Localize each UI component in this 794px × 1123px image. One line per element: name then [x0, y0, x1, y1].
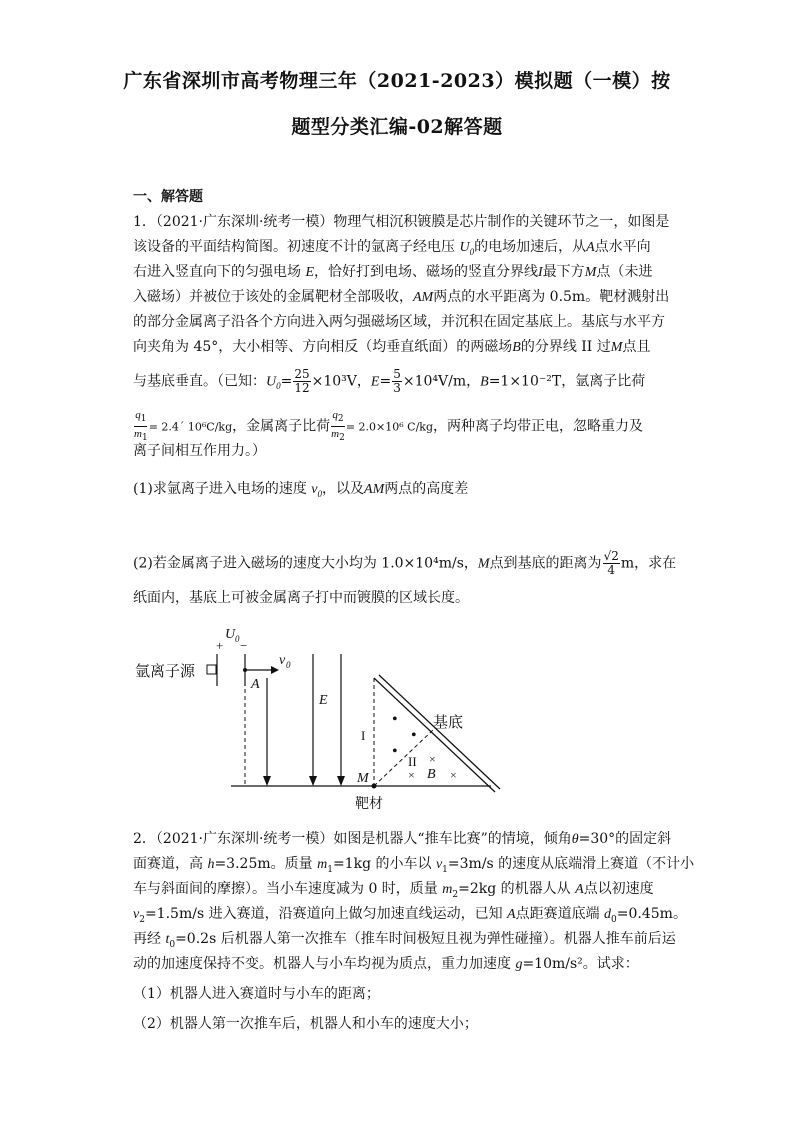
label-b: B	[427, 767, 436, 782]
fraction-q1-m1: $\frac{q_1}{m_1}$	[134, 409, 148, 444]
label-i: I	[361, 728, 366, 743]
label-ion-source: 氩离子源	[135, 662, 196, 680]
label-u0-sub: 0	[235, 634, 240, 644]
fraction-25-12: $\frac{25}{12}$	[294, 367, 310, 395]
q2-line-1: 2．（2021·广东深圳·统考一模）如图是机器人“推车比赛”的情境，倾角θ=30°的固定斜	[133, 831, 672, 847]
boundary-ii	[374, 730, 433, 786]
q1-line-1: 1．（2021·广东深圳·统考一模）物理气相沉积镀膜是芯片制作的关键环节之一，如图是	[133, 214, 670, 230]
q1-line-2: 该设备的平面结构简图。初速度不计的氩离子经电压 $U_0$的电场加速后，从A点水平向	[133, 239, 651, 257]
label-a: A	[251, 677, 260, 692]
q2-line-4: $v_2=1.5m/s$ 进入赛道，沿赛道向上做匀加速直线运动，已知 A点距赛道底端 $d_0=0.45m$。	[133, 906, 687, 925]
fraction-q2-m2: $\frac{q_2}{m_2}$	[331, 409, 345, 444]
field-arrow-1	[263, 776, 271, 786]
q2-part-1: （1）机器人进入赛道时与小车的距离；	[133, 986, 380, 1002]
dot-2: •	[411, 727, 417, 744]
label-substrate: 基底	[433, 713, 464, 731]
cross-1: ×	[429, 752, 436, 766]
field-arrow-2	[309, 776, 317, 786]
q1-line-9: 离子间相互作用力。）	[133, 443, 266, 459]
label-plus: +	[216, 638, 224, 653]
title-line-1: 广东省深圳市高考物理三年（2021-2023）模拟题（一模）按	[123, 70, 671, 92]
deposition-diagram	[133, 620, 513, 815]
fraction-5-3: $\frac{5}{3}$	[393, 367, 401, 395]
label-v0-sub: 0	[286, 660, 291, 670]
q1-line-3: 右进入竖直向下的匀强电场 E，恰好打到电场、磁场的竖直分界线I最下方M点（未进	[133, 264, 653, 280]
q1-line-7: 与基底垂直。（已知：$U_0=$ $\frac{25}{12}$ ×10³V，E= $\frac{5}{3}$ ×10⁴V/m，B=1×10⁻²T，氩离子比荷	[133, 367, 646, 395]
label-u0: U	[225, 627, 236, 642]
label-ii: II	[408, 754, 417, 769]
dot-3: •	[392, 743, 398, 760]
label-m: M	[357, 771, 369, 786]
point-m	[372, 784, 377, 789]
fraction-sqrt2-4: $\frac{√2}{4}$	[603, 549, 619, 577]
label-minus: −	[240, 638, 248, 653]
substrate-line-outer	[379, 675, 500, 789]
field-arrow-3	[337, 776, 345, 786]
q1-line-4: 入磁场）并被位于该处的金属靶材全部吸收，AM两点的水平距离为 0.5m。靶材溅射出	[133, 289, 670, 305]
q1-line-8: $\frac{q_1}{m_1}$ = 2.4´ 10⁶C/kg，金属离子比荷 $\frac{q_2}{m_2}$ = 2.0×10⁶ C/kg，两种离子均带正电，忽略重力及	[134, 409, 643, 444]
label-target: 靶材	[355, 796, 383, 812]
q1-part-2-cont: 纸面内，基底上可被金属离子打中而镀膜的区域长度。	[133, 590, 469, 606]
cross-2: ×	[408, 768, 415, 782]
label-v0: v	[279, 653, 286, 668]
q2-line-2: 面赛道，高 h=3.25m。质量 $m_1=1kg$ 的小车以 $v_1=3m/s$ 的速度从底端滑上赛道（不计小	[133, 856, 695, 875]
title-line-2: 题型分类汇编-02解答题	[291, 116, 503, 138]
v0-arrowhead	[271, 666, 279, 674]
q2-line-6: 动的加速度保持不变。机器人与小车均视为质点，重力加速度 g=10m/s²。试求：	[133, 956, 639, 972]
section-heading: 一、解答题	[133, 189, 203, 205]
label-e: E	[319, 693, 328, 708]
q1-line-5: 的部分金属离子沿各个方向进入两匀强磁场区域，并沉积在固定基底上。基底与水平方	[133, 314, 665, 330]
q2-line-5: 再经 $t_0=0.2s$ 后机器人第一次推车（推车时间极短且视为弹性碰撞）。机器人推车前后运	[133, 931, 676, 950]
cross-3: ×	[450, 768, 457, 782]
q1-part-1: (1)求氩离子进入电场的速度 $v_0$，以及AM两点的高度差	[133, 481, 469, 499]
q1-line-6: 向夹角为 45°，大小相等、方向相反（均垂直纸面）的两磁场B的分界线 II 过M点且	[133, 339, 651, 355]
q2-line-3: 车与斜面间的摩擦）。当小车速度减为 0 时，质量 $m_2=2kg$ 的机器人从 A点以初速度	[133, 881, 654, 900]
q2-part-2: （2）机器人第一次推车后，机器人和小车的速度大小；	[133, 1016, 478, 1032]
dot-1: •	[392, 711, 398, 728]
q1-part-2: (2)若金属离子进入磁场的速度大小均为 1.0×10⁴m/s，M点到基底的距离为 $\frac{√2}{4}$ m，求在	[133, 549, 677, 577]
ion-source-box	[207, 665, 216, 674]
